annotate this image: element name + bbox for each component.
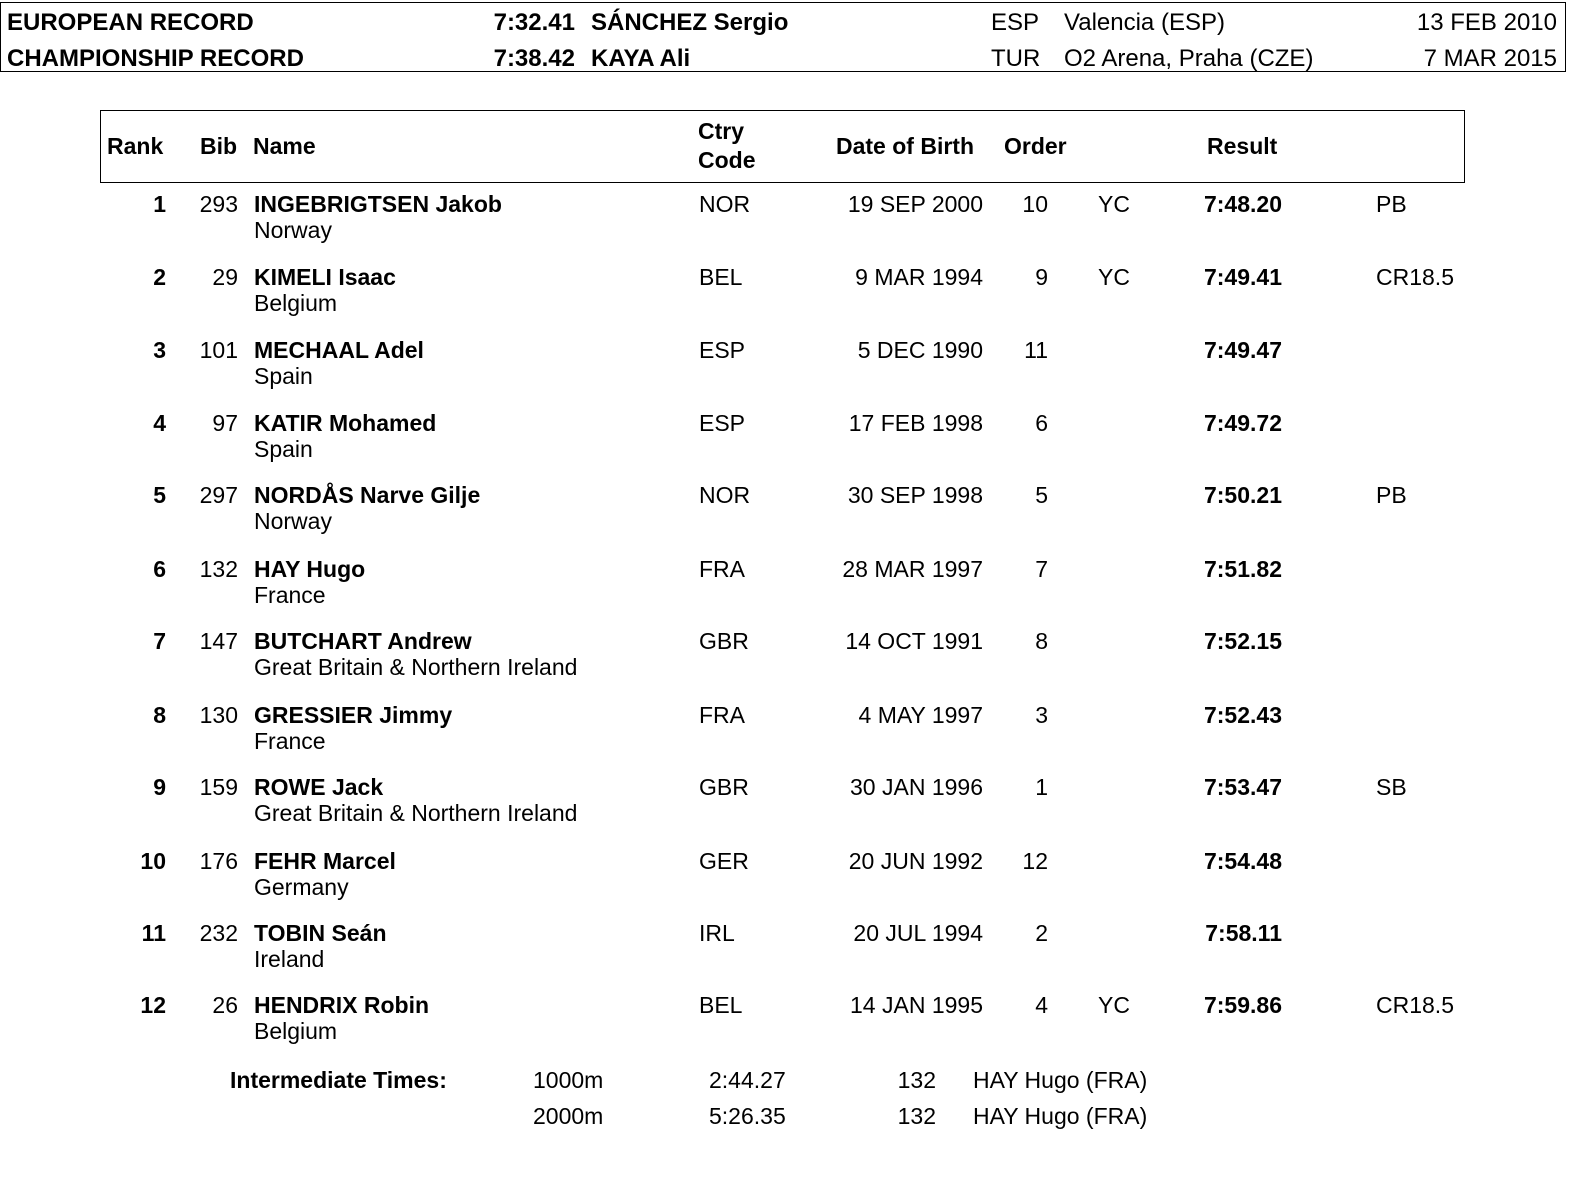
rank-cell: 2 xyxy=(153,264,166,290)
rank-cell: 4 xyxy=(153,410,166,436)
european-record-row xyxy=(1,5,1567,41)
table-row xyxy=(0,991,1580,1064)
table-row xyxy=(0,481,1580,554)
date-of-birth: 19 SEP 2000 xyxy=(847,191,983,217)
athlete-name: HAY Hugo xyxy=(254,556,366,582)
card-cell: YC xyxy=(1098,191,1130,217)
intermediate-row xyxy=(0,1066,1580,1102)
header-date-of-birth: Date of Birth xyxy=(836,133,974,159)
bib-cell: 101 xyxy=(199,337,238,363)
bib-cell: 29 xyxy=(212,264,238,290)
record-mark: CR18.5 xyxy=(1376,992,1454,1018)
record-country: ESP xyxy=(991,9,1040,36)
record-time: 7:32.41 xyxy=(493,9,575,36)
order-cell: 5 xyxy=(1035,482,1048,508)
date-of-birth: 30 SEP 1998 xyxy=(847,482,983,508)
country-code: GBR xyxy=(699,628,749,654)
athlete-country: Great Britain & Northern Ireland xyxy=(254,654,578,680)
header-code: Code xyxy=(698,147,756,173)
date-of-birth: 4 MAY 1997 xyxy=(858,702,983,728)
header-name: Name xyxy=(253,133,316,159)
split-leader: HAY Hugo (FRA) xyxy=(973,1067,1148,1093)
country-code: BEL xyxy=(699,264,743,290)
table-row xyxy=(0,701,1580,774)
result-time: 7:58.11 xyxy=(1205,920,1282,946)
country-code: NOR xyxy=(699,482,751,508)
athlete-country: France xyxy=(254,728,326,754)
bib-cell: 130 xyxy=(199,702,238,728)
bib-cell: 26 xyxy=(212,992,238,1018)
split-bib: 132 xyxy=(897,1067,936,1093)
result-time: 7:48.20 xyxy=(1203,191,1282,217)
order-cell: 6 xyxy=(1035,410,1048,436)
athlete-country: Great Britain & Northern Ireland xyxy=(254,800,578,826)
intermediate-label: Intermediate Times: xyxy=(230,1067,447,1093)
result-time: 7:59.86 xyxy=(1203,992,1282,1018)
athlete-country: Norway xyxy=(254,217,332,243)
athlete-name: NORDÅS Narve Gilje xyxy=(254,482,481,508)
country-code: FRA xyxy=(699,556,745,582)
athlete-name: HENDRIX Robin xyxy=(254,992,430,1018)
country-code: BEL xyxy=(699,992,743,1018)
table-row xyxy=(0,919,1580,992)
result-time: 7:51.82 xyxy=(1203,556,1282,582)
bib-cell: 293 xyxy=(199,191,238,217)
athlete-name: FEHR Marcel xyxy=(254,848,396,874)
athlete-country: Germany xyxy=(254,874,349,900)
rank-cell: 3 xyxy=(153,337,166,363)
split-time: 2:44.27 xyxy=(709,1067,786,1093)
country-code: ESP xyxy=(699,337,746,363)
country-code: IRL xyxy=(699,920,735,946)
table-row xyxy=(0,263,1580,336)
rank-cell: 1 xyxy=(153,191,166,217)
bib-cell: 159 xyxy=(199,774,238,800)
rank-cell: 11 xyxy=(141,920,166,946)
date-of-birth: 20 JUN 1992 xyxy=(848,848,983,874)
athlete-name: MECHAAL Adel xyxy=(254,337,424,363)
date-of-birth: 28 MAR 1997 xyxy=(842,556,983,582)
record-venue: Valencia (ESP) xyxy=(1064,9,1225,36)
result-time: 7:50.21 xyxy=(1203,482,1282,508)
header-rank: Rank xyxy=(107,133,164,159)
record-mark: PB xyxy=(1376,482,1407,508)
header-bib: Bib xyxy=(200,133,238,159)
athlete-country: Norway xyxy=(254,508,332,534)
order-cell: 10 xyxy=(1022,191,1048,217)
rank-cell: 6 xyxy=(153,556,166,582)
rank-cell: 9 xyxy=(153,774,166,800)
header-ctry: Ctry xyxy=(698,118,745,144)
split-leader: HAY Hugo (FRA) xyxy=(973,1103,1148,1129)
rank-cell: 8 xyxy=(153,702,166,728)
table-row xyxy=(0,190,1580,263)
rank-cell: 12 xyxy=(140,992,166,1018)
record-holder: SÁNCHEZ Sergio xyxy=(591,9,789,36)
record-country: TUR xyxy=(991,45,1041,72)
table-row xyxy=(0,336,1580,409)
athlete-name: KATIR Mohamed xyxy=(254,410,437,436)
intermediate-row xyxy=(0,1102,1580,1138)
record-label: EUROPEAN RECORD xyxy=(7,9,254,36)
order-cell: 7 xyxy=(1035,556,1048,582)
date-of-birth: 5 DEC 1990 xyxy=(857,337,983,363)
athlete-name: TOBIN Seán xyxy=(254,920,387,946)
athlete-name: KIMELI Isaac xyxy=(254,264,396,290)
date-of-birth: 17 FEB 1998 xyxy=(848,410,983,436)
athlete-name: INGEBRIGTSEN Jakob xyxy=(254,191,502,217)
rank-cell: 7 xyxy=(153,628,166,654)
athlete-name: ROWE Jack xyxy=(254,774,384,800)
bib-cell: 147 xyxy=(199,628,238,654)
results-table-header xyxy=(100,110,1465,183)
split-distance: 2000m xyxy=(533,1103,604,1129)
result-time: 7:49.41 xyxy=(1203,264,1282,290)
header-result: Result xyxy=(1207,133,1278,159)
bib-cell: 297 xyxy=(199,482,238,508)
record-date: 7 MAR 2015 xyxy=(1423,45,1557,72)
result-time: 7:53.47 xyxy=(1203,774,1282,800)
bib-cell: 232 xyxy=(199,920,238,946)
header-order: Order xyxy=(1004,133,1067,159)
table-row xyxy=(0,409,1580,482)
athlete-country: Belgium xyxy=(254,1018,338,1044)
date-of-birth: 14 OCT 1991 xyxy=(845,628,983,654)
order-cell: 12 xyxy=(1022,848,1048,874)
result-time: 7:49.72 xyxy=(1203,410,1282,436)
date-of-birth: 30 JAN 1996 xyxy=(850,774,983,800)
rank-cell: 5 xyxy=(153,482,166,508)
record-label: CHAMPIONSHIP RECORD xyxy=(7,45,304,72)
date-of-birth: 9 MAR 1994 xyxy=(855,264,983,290)
rank-cell: 10 xyxy=(140,848,166,874)
athlete-country: Ireland xyxy=(254,946,325,972)
table-row xyxy=(0,627,1580,700)
country-code: NOR xyxy=(699,191,751,217)
order-cell: 4 xyxy=(1035,992,1048,1018)
result-time: 7:54.48 xyxy=(1203,848,1282,874)
split-distance: 1000m xyxy=(533,1067,604,1093)
order-cell: 9 xyxy=(1035,264,1048,290)
card-cell: YC xyxy=(1098,264,1130,290)
record-date: 13 FEB 2010 xyxy=(1416,9,1557,36)
table-row xyxy=(0,847,1580,920)
records-box xyxy=(0,2,1566,72)
table-row xyxy=(0,555,1580,628)
record-venue: O2 Arena, Praha (CZE) xyxy=(1064,45,1314,72)
bib-cell: 176 xyxy=(199,848,238,874)
result-time: 7:52.43 xyxy=(1203,702,1282,728)
order-cell: 1 xyxy=(1035,774,1048,800)
bib-cell: 97 xyxy=(212,410,238,436)
country-code: ESP xyxy=(699,410,746,436)
date-of-birth: 20 JUL 1994 xyxy=(853,920,983,946)
table-row xyxy=(0,773,1580,846)
result-time: 7:49.47 xyxy=(1203,337,1282,363)
athlete-country: Spain xyxy=(254,436,313,462)
athlete-name: GRESSIER Jimmy xyxy=(254,702,453,728)
athlete-name: BUTCHART Andrew xyxy=(254,628,472,654)
record-holder: KAYA Ali xyxy=(591,45,691,72)
result-time: 7:52.15 xyxy=(1203,628,1282,654)
split-time: 5:26.35 xyxy=(709,1103,786,1129)
card-cell: YC xyxy=(1098,992,1130,1018)
order-cell: 11 xyxy=(1024,337,1048,363)
athlete-country: Spain xyxy=(254,363,313,389)
country-code: FRA xyxy=(699,702,745,728)
split-bib: 132 xyxy=(897,1103,936,1129)
championship-record-row xyxy=(1,41,1567,77)
order-cell: 2 xyxy=(1035,920,1048,946)
bib-cell: 132 xyxy=(199,556,238,582)
record-mark: PB xyxy=(1376,191,1407,217)
date-of-birth: 14 JAN 1995 xyxy=(850,992,983,1018)
athlete-country: Belgium xyxy=(254,290,338,316)
order-cell: 8 xyxy=(1035,628,1048,654)
athlete-country: France xyxy=(254,582,326,608)
record-mark: CR18.5 xyxy=(1376,264,1454,290)
country-code: GER xyxy=(699,848,749,874)
record-mark: SB xyxy=(1376,774,1407,800)
record-time: 7:38.42 xyxy=(493,45,575,72)
order-cell: 3 xyxy=(1035,702,1048,728)
country-code: GBR xyxy=(699,774,749,800)
